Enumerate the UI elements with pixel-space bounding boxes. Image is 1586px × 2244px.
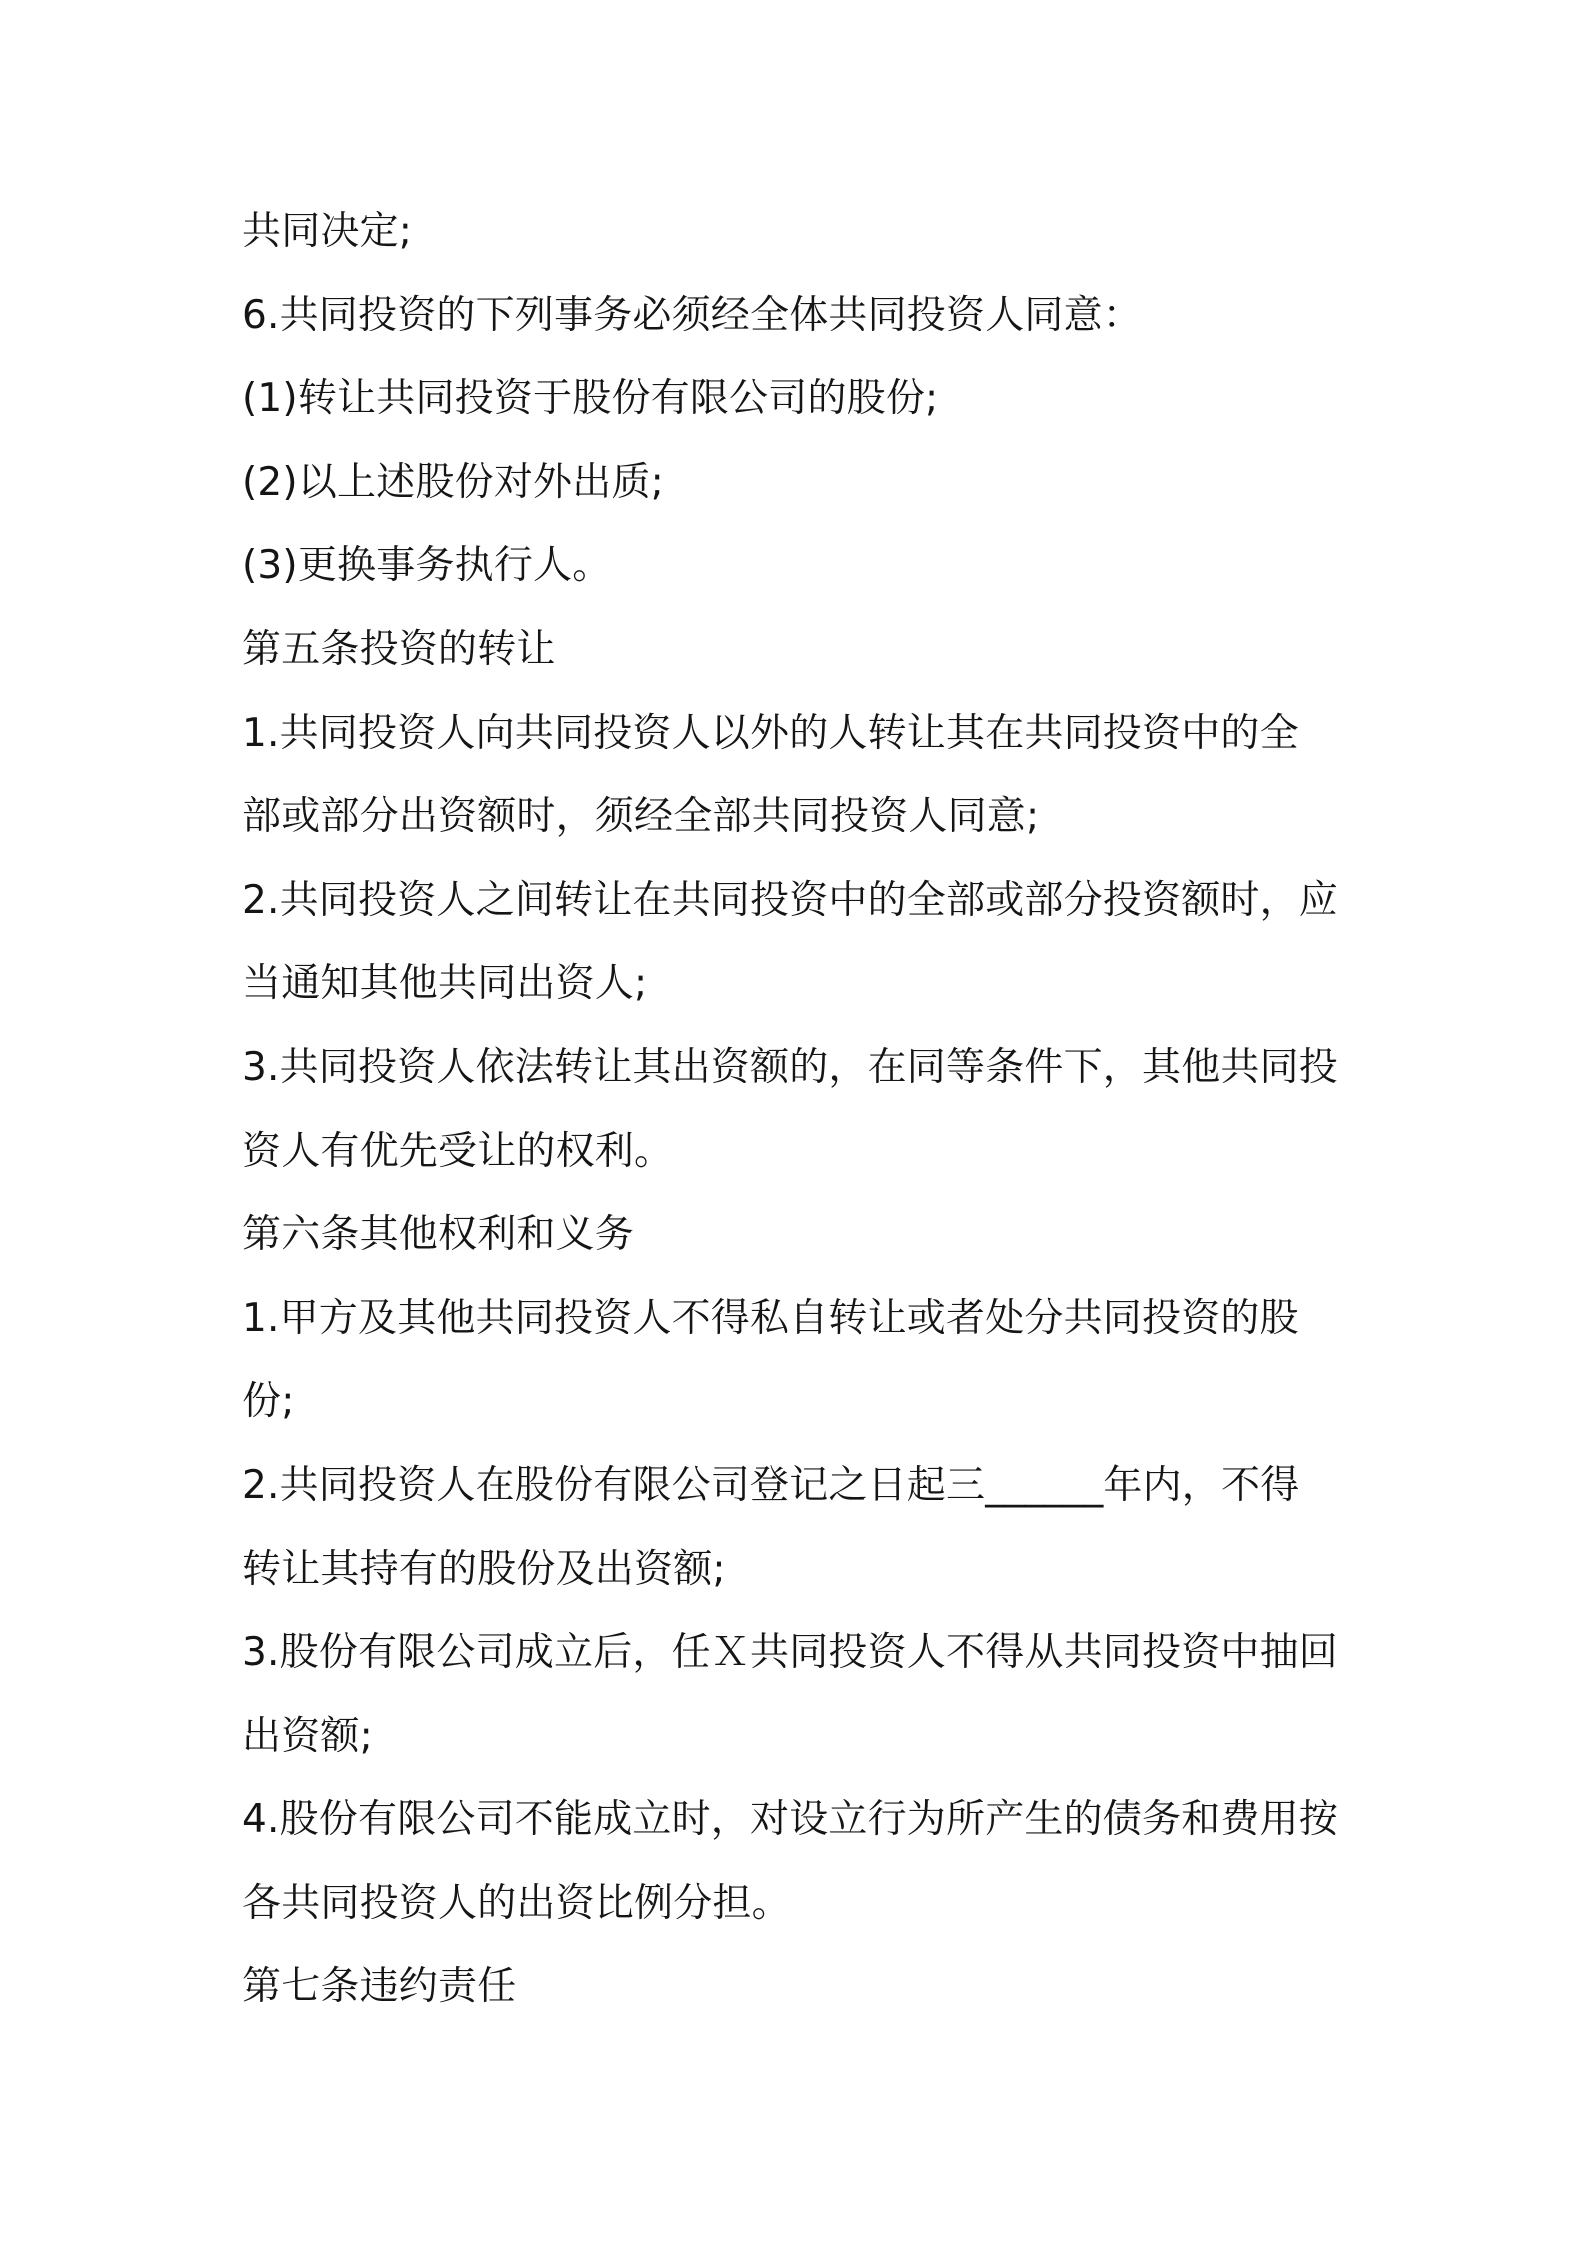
text-line: 份; (242, 1379, 295, 1425)
text-line: 部或部分出资额时，须经全部共同投资人同意; (242, 794, 1040, 840)
text-line: 3.股份有限公司成立后，任Ｘ共同投资人不得从共同投资中抽回 (242, 1630, 1339, 1676)
section-heading-article-7: 第七条违约责任 (242, 1964, 517, 2010)
text-line: 出资额; (242, 1713, 373, 1759)
text-line: 各共同投资人的出资比例分担。 (242, 1880, 791, 1926)
document-body (242, 190, 1362, 2029)
text-line: 3.共同投资人依法转让其出资额的，在同等条件下，其他共同投 (242, 1044, 1339, 1090)
text-line: 共同决定; (242, 209, 413, 254)
list-item: (2)以上述股份对外出质; (242, 459, 664, 505)
section-heading-article-6: 第六条其他权利和义务 (242, 1212, 635, 1258)
text-line: 2.共同投资人之间转让在共同投资中的全部或部分投资额时，应 (242, 877, 1339, 923)
text-line: 2.共同投资人在股份有限公司登记之日起三______年内，不得 (242, 1462, 1300, 1508)
list-item: (3)更换事务执行人。 (242, 543, 612, 589)
text-line: 当通知其他共同出资人; (242, 961, 648, 1007)
clause-6-heading: 6.共同投资的下列事务必须经全体共同投资人同意： (242, 292, 1143, 338)
text-line: 转让其持有的股份及出资额; (242, 1546, 726, 1592)
list-item: (1)转让共同投资于股份有限公司的股份; (242, 376, 939, 422)
text-line: 资人有优先受让的权利。 (242, 1128, 674, 1174)
text-line: 1.甲方及其他共同投资人不得私自转让或者处分共同投资的股 (242, 1295, 1299, 1341)
text-line: 1.共同投资人向共同投资人以外的人转让其在共同投资中的全 (242, 710, 1299, 756)
section-heading-article-5: 第五条投资的转让 (242, 626, 556, 672)
text-line: 4.股份有限公司不能成立时，对设立行为所产生的债务和费用按 (242, 1797, 1339, 1843)
